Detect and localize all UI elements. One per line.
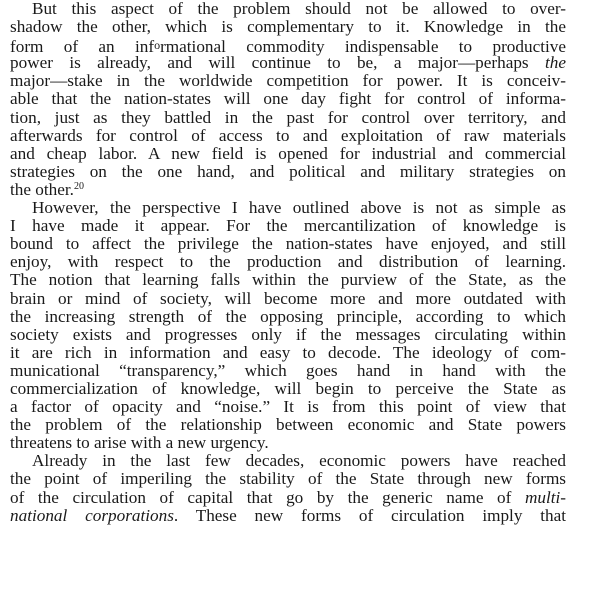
text-line	[10, 362, 566, 380]
text-segment: able that the nation-states will one day fight for control of informa-	[10, 89, 566, 109]
text-line	[10, 127, 566, 145]
text-line	[10, 0, 566, 18]
text-segment: and cheap labor. A new field is opened for industrial and commercial	[10, 143, 566, 163]
text-line	[10, 18, 566, 36]
text-segment: brain or mind of society, will become more and more outdated with	[10, 288, 566, 308]
text-line	[10, 199, 566, 217]
text-line	[10, 308, 566, 326]
text-segment: enjoy, with respect to the production and distribution of learning.	[10, 252, 566, 272]
text-line	[10, 217, 566, 235]
text-line	[10, 452, 566, 470]
text-line	[10, 109, 566, 127]
text-line	[10, 54, 566, 72]
paragraph-1	[10, 0, 566, 199]
text-segment: . These new forms of circulation imply that	[173, 505, 567, 525]
text-line	[10, 271, 566, 289]
text-line	[10, 163, 566, 181]
text-line	[10, 434, 566, 452]
text-segment: society exists and progresses only if the messages circulating within	[10, 324, 566, 344]
text-line	[10, 36, 566, 57]
text-segment: form of an inf	[10, 37, 155, 57]
italic-emphasis: national corporations	[10, 505, 174, 525]
text-line	[10, 145, 566, 163]
raised-letter: o	[154, 38, 161, 53]
text-segment: shadow the other, which is complementary to it. Knowledge in the	[10, 17, 566, 37]
text-segment: major—stake in the worldwide competition for power. It is conceiv-	[10, 71, 566, 91]
text-segment: bound to affect the privilege the nation-states have enjoyed, and still	[10, 234, 566, 254]
text-segment: Already in the last few decades, economic powers have reached	[32, 451, 566, 471]
text-segment: afterwards for control of access to and exploitation of raw materials	[10, 125, 566, 145]
text-line	[10, 90, 566, 108]
text-line	[10, 326, 566, 344]
text-line	[10, 398, 566, 416]
italic-emphasis: multi-	[524, 487, 566, 507]
text-segment: the other.	[10, 179, 74, 199]
text-line	[10, 290, 566, 308]
document-page	[10, 0, 566, 525]
text-line	[10, 253, 566, 271]
text-segment: strategies on the one hand, and political and military strategies on	[10, 161, 566, 181]
text-segment: power is already, and will continue to be, a major—perhaps	[10, 53, 545, 73]
text-line	[10, 380, 566, 398]
text-segment: a factor of opacity and “noise.” It is from this point of view that	[10, 397, 566, 417]
text-segment: it are rich in information and easy to decode. The ideology of com-	[10, 342, 566, 362]
text-line	[10, 507, 566, 525]
text-segment: tion, just as they battled in the past for control over territory, and	[10, 107, 566, 127]
text-segment: the problem of the relationship between economic and State powers	[10, 415, 566, 435]
text-line	[10, 344, 566, 362]
paragraph-3	[10, 452, 566, 524]
text-line	[10, 470, 566, 488]
text-segment: municational “transparency,” which goes hand in hand with the	[10, 360, 566, 380]
text-segment: threatens to arise with a new urgency.	[10, 433, 269, 453]
text-line	[10, 72, 566, 90]
text-segment: the point of imperiling the stability of the State through new forms	[10, 469, 566, 489]
text-segment: the increasing strength of the opposing principle, according to which	[10, 306, 566, 326]
text-segment: commercialization of knowledge, will begin to perceive the State as	[10, 378, 566, 398]
text-line	[10, 235, 566, 253]
text-line	[10, 489, 566, 507]
italic-emphasis: the	[545, 53, 566, 73]
paragraph-2	[10, 199, 566, 452]
text-line	[10, 416, 566, 434]
text-segment: of the circulation of capital that go by the generic name of	[10, 487, 525, 507]
text-segment: rmational commodity indispensable to productive	[160, 37, 566, 57]
text-segment: However, the perspective I have outlined above is not as simple as	[32, 198, 566, 218]
text-segment: I have made it appear. For the mercantilization of knowledge is	[10, 216, 566, 236]
text-segment: The notion that learning falls within the purview of the State, as the	[10, 270, 566, 290]
text-line	[10, 181, 566, 199]
text-segment: But this aspect of the problem should not be allowed to over-	[32, 0, 566, 18]
footnote-ref[interactable]: 20	[73, 180, 84, 192]
